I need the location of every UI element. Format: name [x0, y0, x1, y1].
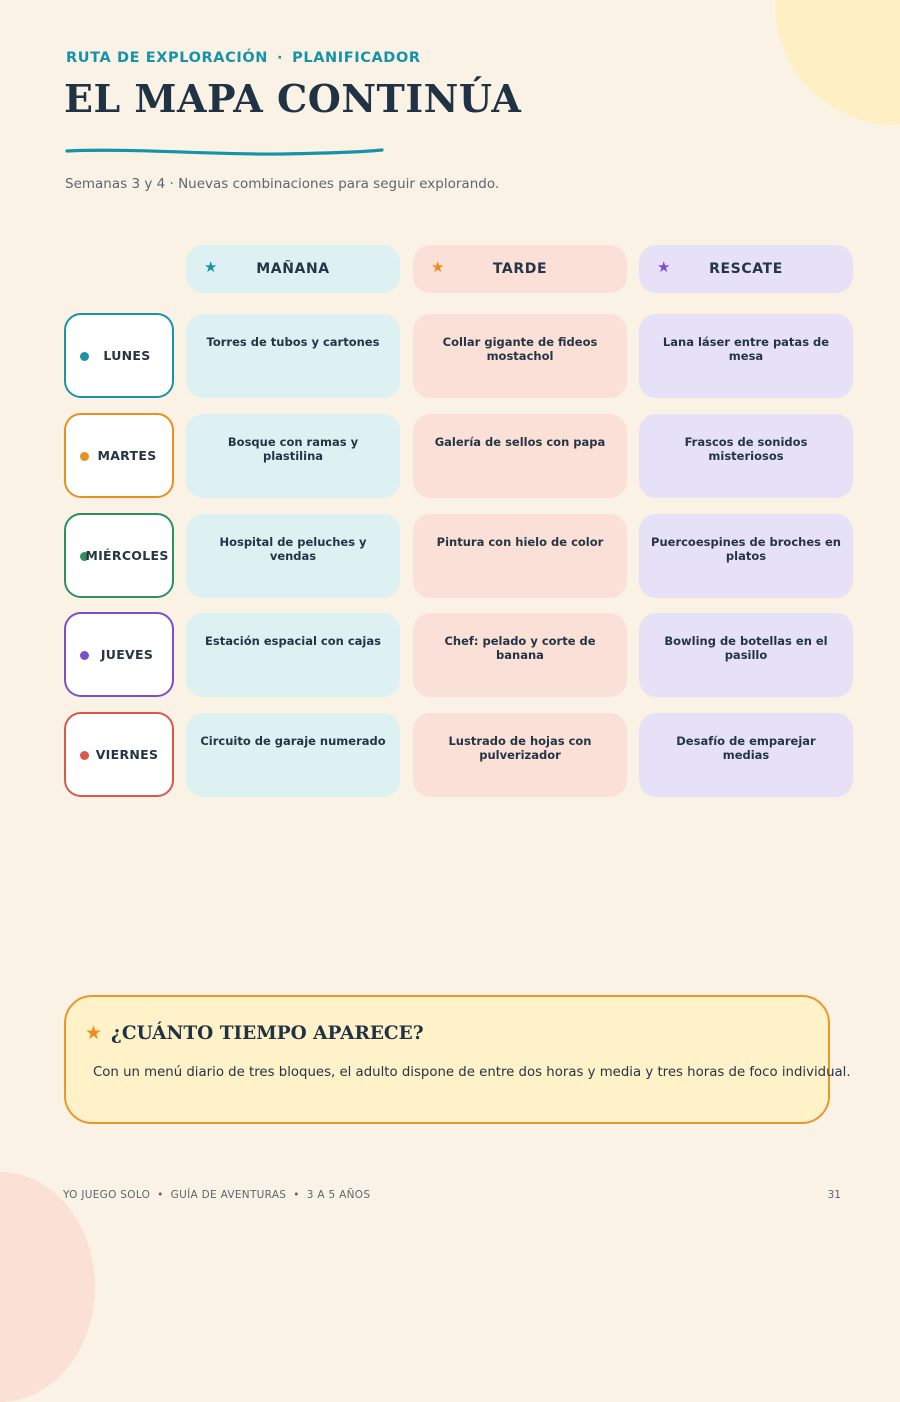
decorative-circle-bottom-left [0, 1172, 95, 1402]
activity-cell: Chef: pelado y corte de banana [413, 613, 627, 697]
footer-item: YO JUEGO SOLO [63, 1189, 151, 1201]
day-label-martes [64, 413, 174, 498]
day-name: LUNES [103, 348, 151, 363]
activity-cell: Circuito de garaje numerado [186, 713, 400, 797]
footer-item: 3 A 5 AÑOS [306, 1189, 371, 1201]
footer-item: GUÍA DE AVENTURAS [170, 1189, 287, 1201]
activity-cell: Bosque con ramas y plastilina [186, 414, 400, 498]
column-header-manana [186, 245, 400, 293]
page-title: EL MAPA CONTINÚA [64, 76, 522, 121]
activity-cell: Hospital de peluches y vendas [186, 514, 400, 598]
day-label-lunes [64, 313, 174, 398]
title-underline [64, 144, 386, 160]
activity-cell: Pintura con hielo de color [413, 514, 627, 598]
callout-box [64, 995, 851, 1124]
activity-cell: Puercoespines de broches en platos [639, 514, 853, 598]
section-kicker [66, 50, 421, 66]
activity-cell: Collar gigante de fideos mostachol [413, 314, 627, 398]
star-icon: ★ [657, 258, 671, 276]
column-header-rescate [639, 245, 853, 293]
activity-cell: Desafío de emparejar medias [639, 713, 853, 797]
star-icon: ★ [85, 1022, 103, 1044]
column-header-label: RESCATE [709, 261, 783, 277]
footer-breadcrumb [63, 1189, 370, 1201]
decorative-circle-top-right [775, 0, 900, 125]
activity-cell: Torres de tubos y cartones [186, 314, 400, 398]
column-header-label: TARDE [492, 261, 548, 277]
activity-cell: Lana láser entre patas de mesa [639, 314, 853, 398]
column-header-tarde [413, 245, 627, 293]
activity-cell: Frascos de sonidos misteriosos [639, 414, 853, 498]
footer-separator: • [293, 1189, 300, 1201]
page-number: 31 [827, 1189, 841, 1201]
activity-cell: Lustrado de hojas con pulverizador [413, 713, 627, 797]
star-icon: ★ [204, 258, 218, 276]
column-header-label: MAÑANA [256, 261, 330, 277]
day-name: JUEVES [100, 647, 154, 662]
day-name: MARTES [97, 448, 157, 463]
day-name: MIÉRCOLES [85, 548, 169, 563]
activity-cell: Bowling de botellas en el pasillo [639, 613, 853, 697]
page-subtitle: Semanas 3 y 4 · Nuevas combinaciones para seguir explorando. [65, 176, 500, 192]
day-name: VIERNES [95, 747, 159, 762]
kicker-route: RUTA DE EXPLORACIÓN [66, 50, 269, 66]
day-label-jueves [64, 612, 174, 697]
day-label-viernes [64, 712, 174, 797]
callout-title: ¿CUÁNTO TIEMPO APARECE? [111, 1023, 424, 1044]
callout-body: Con un menú diario de tres bloques, el adulto dispone de entre dos horas y media y tres horas de foco individual. [93, 1065, 851, 1080]
day-label-miercoles [64, 513, 174, 598]
activity-cell: Estación espacial con cajas [186, 613, 400, 697]
kicker-planner: PLANIFICADOR [292, 50, 421, 66]
footer-separator: • [157, 1189, 164, 1201]
kicker-separator: · [277, 50, 284, 66]
activity-cell: Galería de sellos con papa [413, 414, 627, 498]
star-icon: ★ [431, 258, 445, 276]
